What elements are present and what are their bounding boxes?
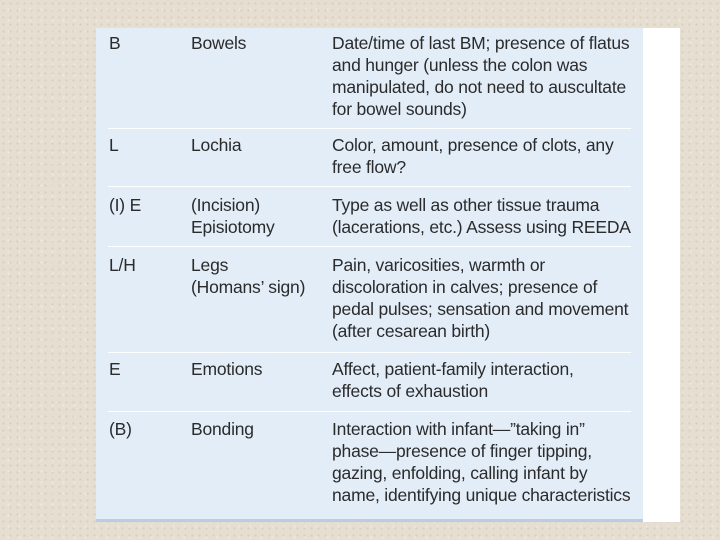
row-assessment: Pain, varicosities, warmth or discoloration in calves; presence of pedal pulses; sensation and movement (after cesarean birth) xyxy=(332,255,629,341)
row-item: Bowels xyxy=(191,33,247,53)
row-item: Legs (Homans’ sign) xyxy=(191,255,306,297)
row-letter: L/H xyxy=(109,255,136,275)
row-item: Bonding xyxy=(191,419,254,439)
row-assessment: Color, amount, presence of clots, any free flow? xyxy=(332,135,614,177)
row-item: (Incision) Episiotomy xyxy=(191,195,275,237)
row-assessment: Interaction with infant—”taking in” phase—presence of finger tipping, gazing, enfolding, calling infant by name, identifying unique characteristics xyxy=(332,419,631,505)
row-letter: (I) E xyxy=(109,195,142,215)
row-letter: E xyxy=(109,359,121,379)
row-item: Lochia xyxy=(191,135,242,155)
row-divider xyxy=(108,128,631,129)
slide-right-margin xyxy=(643,28,680,522)
assessment-table xyxy=(96,28,643,522)
row-divider xyxy=(108,246,631,247)
row-item: Emotions xyxy=(191,359,263,379)
row-assessment: Affect, patient-family interaction, effects of exhaustion xyxy=(332,359,574,401)
row-divider xyxy=(108,186,631,187)
row-assessment: Type as well as other tissue trauma (lacerations, etc.) Assess using REEDA xyxy=(332,195,631,237)
row-letter: (B) xyxy=(109,419,132,439)
row-divider xyxy=(108,411,631,412)
row-divider xyxy=(108,352,631,353)
row-letter: B xyxy=(109,33,121,53)
row-assessment: Date/time of last BM; presence of flatus and hunger (unless the colon was manipulated, do not need to auscultate for bowel sounds) xyxy=(332,33,630,119)
row-letter: L xyxy=(109,135,119,155)
